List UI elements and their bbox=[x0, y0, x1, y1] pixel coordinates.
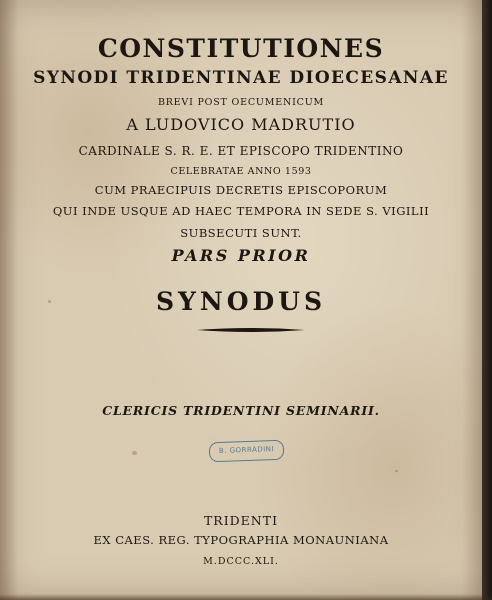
decrees-line: CUM PRAECIPUIS DECRETIS EPISCOPORUM bbox=[94, 183, 388, 197]
see-line: QUI INDE USQUE AD HAEC TEMPORA IN SEDE S. VIGILII bbox=[52, 204, 430, 218]
book-subtitle: SYNODI TRIDENTINAE DIOECESANAE bbox=[33, 68, 449, 88]
ornamental-rule bbox=[197, 327, 305, 333]
imprint-city: TRIDENTI bbox=[203, 513, 279, 528]
library-stamp: B. GORRADINI bbox=[209, 440, 285, 463]
author-line: A LUDOVICO MADRUTIO bbox=[126, 115, 356, 134]
author-title-line: CARDINALE S. R. E. ET EPISCOPO TRIDENTINO bbox=[78, 144, 404, 158]
page-bottom-edge bbox=[0, 594, 492, 600]
subtitle-line-brevi: BREVI POST OECUMENICUM bbox=[157, 97, 325, 108]
dedication-line: CLERICIS TRIDENTINI SEMINARII. bbox=[102, 403, 380, 418]
foxing-spot bbox=[132, 451, 137, 455]
subsecuti-line: SUBSECUTI SUNT. bbox=[180, 226, 302, 240]
book-spine-edge bbox=[482, 0, 492, 600]
celebration-year-line: CELEBRATAE ANNO 1593 bbox=[170, 166, 312, 177]
imprint-printer: EX CAES. REG. TYPOGRAPHIA MONAUNIANA bbox=[93, 533, 389, 547]
book-title: CONSTITUTIONES bbox=[97, 34, 385, 63]
foxing-spot bbox=[395, 470, 398, 472]
imprint-year: M.DCCC.XLI. bbox=[203, 556, 279, 567]
section-heading: SYNODUS bbox=[155, 287, 327, 316]
part-label: PARS PRIOR bbox=[171, 246, 311, 265]
